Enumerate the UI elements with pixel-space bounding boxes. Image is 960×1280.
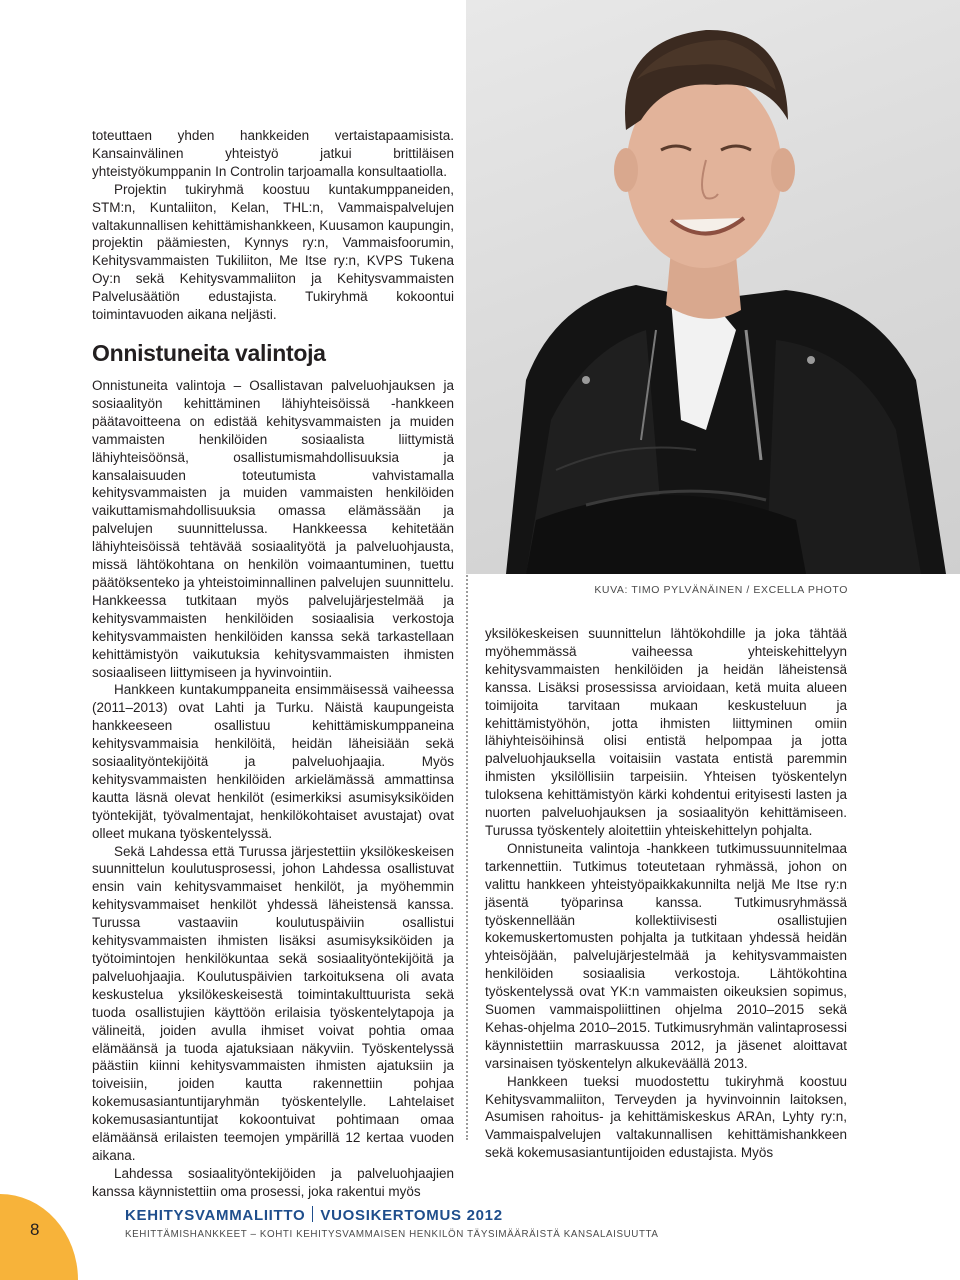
footer-subtitle: KEHITTÄMISHANKKEET – KOHTI KEHITYSVAMMAISEN HENKILÖN TÄYSIMÄÄRÄISTÄ KANSALAISUUTTA	[125, 1229, 659, 1240]
right-paragraph-3: Hankkeen tueksi muodostettu tukiryhmä koostuu Kehitysvammaliiton, Terveyden ja hyvinvoinnin laitoksen, Asumisen rahoitus- ja kehittämiskeskus ARAn, Lyhty ry:n, Vammaispalvelujen valtakunnallisen kehittämishankkeen sekä kokemusasiantuntijoiden edustajista. Myös	[485, 1073, 847, 1161]
right-paragraph-2: Onnistuneita valintoja -hankkeen tutkimussuunnitelmaa tarkennettiin. Tutkimus toteutetaan ryhmässä, johon on valittu hankkeen yhteistyöpaikkakunnilta neljä Me Itse ry:n jäsentä työparinsa kanssa. Tutkimusryhmässä työskennellään kollektiivisesti osallistujien kokemuskertomusten pohjalta ja tutkitaan yhdessä heidän yhteisöjään, palvelujärjestelmää ja kehitysvammaisten henkilöiden sosiaalisia verkostoja. Lähtökohtina työskentelyssä ovat YK:n vammaisten oikeuksien sopimus, Suomen vammaispoliittinen ohjelma 2010–2015 sekä Kehas-ohjelma 2010–2015. Tutkimusryhmän valintaprosessi käynnistettiin marraskuussa 2012, ja jäsenet aloittavat varsinaisen työskentelyn alkukeväällä 2013.	[485, 840, 847, 1071]
intro-paragraph-1: toteuttaen yhden hankkeiden vertaistapaamisista. Kansainvälinen yhteistyö jatkui brittiläisen yhteistyökumppanin In Controlin tarjoamalla konsultaatiolla.	[92, 128, 454, 179]
footer-title	[125, 1206, 503, 1224]
main-paragraph-4: Lahdessa sosiaalityöntekijöiden ja palveluohjaajien kanssa käynnistettiin oma prosessi, joka rakentui myös	[92, 1165, 454, 1199]
right-column	[485, 625, 847, 1162]
right-paragraph-1: yksilökeskeisen suunnittelun lähtökohdille ja joka tähtää myöhemmässä vaiheessa yhteiskehittelyyn kehitysvammaisten henkilöiden ja heidän läheistensä kanssa. Lisäksi prosessissa arvioidaan, ketä muita alueen toimijoita tarvitaan mukaan keskusteluun ja kehittämistyöhön, jotta ihmisten liittyminen omiin lähiyhteisöihinsä olisi entistä helpompaa ja jotta palveluohjauksella voitaisiin vastata entistä paremmin ihmisten yksilöllisiin tarpeisiin. Yhteisen työskentelyn tuloksena kehittämistyön kärki kohdentui erityisesti lasten ja nuorten palveluohjauksen ja sosiaalityön kehittämiseen. Turussa työskentely aloitettiin yhteiskehittelyn pohjalta.	[485, 626, 847, 838]
portrait-photo	[466, 0, 960, 574]
portrait-illustration	[466, 0, 960, 574]
left-column-intro	[92, 127, 454, 324]
footer-publisher: KEHITYSVAMMALIITTO	[125, 1207, 306, 1224]
footer-separator	[312, 1206, 313, 1222]
footer-report: VUOSIKERTOMUS 2012	[320, 1207, 503, 1224]
main-paragraph-3: Sekä Lahdessa että Turussa järjestettiin yksilökeskeisen suunnittelun koulutusprosessi, johon Lahdessa osallistuvat ensin vain kehitysvammaiset henkilöt, ja myöhemmin kehitysvammaiset henkilöt yhdessä läheistensä kanssa. Turussa vastaaviin koulutuspäiviin osallistui kehitysvammaisten ihmisten lisäksi asumisyksiköiden ja työtoimintojen henkilökuntaa sekä sosiaalityöntekijöitä ja palveluohjaajia. Koulutuspäivien tarkoituksena oli avata keskustelua yksilökeskeisestä toimintakulttuurista sekä tuoda osallistujien käyttöön erilaisia työskentelytapoja ja välineitä, joiden avulla ihmiset voivat pohtia omaa elämäänsä ja tuoda ajatuksiaan näkyviin. Työskentelyssä päästiin kiinni kehitysvammaisten ihmisten ajatuksiin ja toiveisiin, joiden kautta rakennettiin pohjaa kokemusasiantuntijaryhmän työskentelylle. Lahtelaiset kokemusasiantuntijat kokoontuivat pohtimaan omaa elämäänsä erilaisten teemojen ympärillä 12 kertaa vuoden aikana.	[92, 843, 454, 1163]
photo-caption: KUVA: TIMO PYLVÄNÄINEN / EXCELLA PHOTO	[594, 584, 848, 596]
page-number: 8	[30, 1220, 40, 1239]
section-heading: Onnistuneita valintoja	[92, 340, 326, 366]
intro-paragraph-2: Projektin tukiryhmä koostuu kuntakumppaneiden, STM:n, Kuntaliiton, Kelan, THL:n, Vammaispalvelujen valtakunnallisen kehittämishankkeen, Kuusamon kaupungin, projektin päämiesten, Kynnys ry:n, Vammaisfoorumin, Kehitysvammaisten Tukiliiton, Me Itse ry:n, KVPS Tukena Oy:n sekä Kehitysvammaliiton ja Kehitysvammaisten Palvelusäätiön edustajista. Tukiryhmä kokoontui toimintavuoden aikana neljästi.	[92, 181, 454, 323]
main-paragraph-2: Hankkeen kuntakumppaneita ensimmäisessä vaiheessa (2011–2013) ovat Lahti ja Turku. Näistä kaupungeista hankkeeseen osallistuu kehittämiskumppaneina kehitysvammaisia henkilöitä, heidän läheisiään sekä sosiaalityöntekijöitä ja palveluohjaajia. Myös kehitysvammaisten henkilöiden arkielämässä ammattinsa kautta läsnä olevat henkilöt (esimerkiksi asumisyksiköiden työntekijät, työvalmentajat, henkilökohtaiset avustajat) ovat olleet mukana työskentelyssä.	[92, 682, 454, 841]
main-paragraph-1: Onnistuneita valintoja – Osallistavan palveluohjauksen ja sosiaalityön kehittäminen lähiyhteisöissä -hankkeen päätavoitteena on edistää kehitysvammaisten ja muiden vammaisten henkilöiden sosiaalista liittymistä lähiyhteisöönsä, osallistumismahdollisuuksia ja kansalaisuuden toteutumista vahvistamalla kehitysvammaisten ja muiden vammaisten henkilöiden vaikuttamismahdollisuuksia omassa elämässään ja palvelujen suunnittelussa. Hankkeessa kehitetään lähiyhteisöissä tehtävää sosiaalityötä ja palveluohjausta, missä lähtökohtana on henkilön voimaantuminen, tuettu päätöksenteko ja yhteistoiminnallinen palvelujen suunnittelu. Hankkeessa tutkitaan myös palvelujärjestelmää ja kehitysvammaisten henkilöiden sosiaalisia verkostoja kehitysvammaisten henkilöiden kanssa sekä tarkastellaan kehittämistyön vaikutuksia kehitysvammaisten ihmisten sosiaaliseen liittymiseen ja hyvinvointiin.	[92, 378, 454, 680]
left-column-main	[92, 377, 454, 1201]
